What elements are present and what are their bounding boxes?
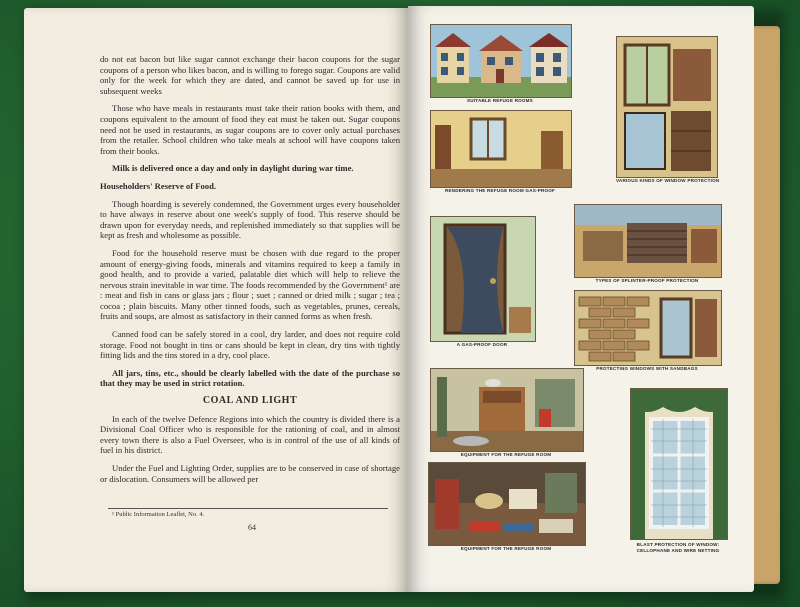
sandbags-image [575, 291, 721, 365]
equipment-2-image [429, 463, 585, 545]
caption-window-protection: VARIOUS KINDS OF WINDOW PROTECTION [616, 178, 720, 183]
houses-image [431, 25, 571, 97]
paragraph-labelling: All jars, tins, etc., should be clearly labelled with the date of the purchase so that they may be used in strict rotation. [100, 367, 400, 389]
illustration-gas-proof-door [430, 216, 536, 342]
caption-sandbags: PROTECTING WINDOWS WITH SANDBAGS [596, 366, 698, 371]
paragraph-coupons: do not eat bacon but like sugar cannot exchange their bacon coupons for the sugar coupons of a person who likes bacon, and is willing to forego sugar. Coupons are valid only for the week for which they are dated, and cannot be saved up for use in subsequent weeks [100, 54, 400, 96]
right-page [408, 6, 754, 592]
gas-proof-room-image [431, 111, 571, 187]
caption-splinter-proof: TYPES OF SPLINTER-PROOF PROTECTION [595, 278, 699, 283]
footnote-rule [108, 508, 388, 509]
left-page [24, 8, 408, 592]
illustration-sandbags [574, 290, 722, 366]
caption-gas-proof-door: A GAS-PROOF DOOR [456, 342, 508, 347]
paragraph-hoarding: Though hoarding is severely condemned, the Government urges every householder to have always in reserve about one week's supply of food. This reserve should be drawn upon for everyday needs, and replenished immediately so that supplies will be kept as fresh and wholesome as possible. [100, 198, 400, 241]
page-number: 64 [248, 523, 256, 532]
equipment-1-image [431, 369, 583, 451]
illustration-equipment-2 [428, 462, 586, 546]
window-protection-image [617, 37, 717, 177]
illustration-splinter-proof [574, 204, 722, 278]
footnote: ¹ Public Information Leaflet, No. 4. [112, 511, 205, 518]
heading-householders-reserve: Householders' Reserve of Food. [100, 180, 217, 191]
gas-proof-door-image [431, 217, 535, 341]
paragraph-restaurants: Those who have meals in restaurants must take their ration books with them, and coupons equivalent to the amount of food they eat must be taken out. Sugar coupons need not be used in restaurants, as sugar coupons are to cover only actual purchases from the retailer. School children who take meals at school will have coupons taken from their books. [100, 103, 400, 156]
illustration-gas-proof-room [430, 110, 572, 188]
illustration-blast-protection [630, 388, 728, 540]
paragraph-coal-officer: In each of the twelve Defence Regions into which the country is divided there is a Divisional Coal Officer who is responsible for the rationing of coal, and in almost every town there is also a Fuel Overseer, who is in control of the use of all kinds of fuel in his district. [100, 413, 400, 456]
paragraph-milk: Milk is delivered once a day and only in daylight during war time. [112, 163, 354, 174]
caption-suitable-rooms: SUITABLE REFUGE ROOMS [467, 98, 533, 103]
left-text-column [100, 54, 400, 491]
caption-equipment-2: EQUIPMENT FOR THE REFUGE ROOM [460, 546, 552, 551]
splinter-proof-image [575, 205, 721, 277]
illustration-houses [430, 24, 572, 98]
caption-gas-proof-room: RENDERING THE REFUGE ROOM GAS-PROOF [444, 188, 556, 193]
paragraph-food-choice: Food for the household reserve must be chosen with due regard to the proper amount of energy-giving foods, minerals and vitamins required to keep a family in good health, and to provide a varied, palatable diet which will help to relieve the nervous strain inevitable in war time. The foods recommended by the Government¹ are : meat and fish in cans or glass jars ; flour ; suet ; canned or dried milk ; sugar ; tea ; cocoa ; plain biscuits. Many other tinned foods, such as vegetables, prunes, cereals, fruits and soups, are almost as satisfactory in their canned forms as when fresh. [100, 247, 400, 322]
blast-protection-image [631, 389, 727, 539]
paragraph-canned-food: Canned food can be safely stored in a cool, dry larder, and does not require cold storage. Food not bought in tins or cans should be kept in clean, dry tins with tightly fitting lids and the tins stored in a dry, cool place. [100, 329, 400, 361]
caption-blast-protection: BLAST PROTECTION OF WINDOW: CELLOPHANE AND WIRE NETTING [636, 542, 720, 553]
illustration-equipment-1 [430, 368, 584, 452]
illustration-window-protection [616, 36, 718, 178]
paragraph-fuel-order: Under the Fuel and Lighting Order, supplies are to be conserved in case of shortage or dislocation. Consumers will be allowed per [100, 463, 400, 484]
heading-coal-and-light: COAL AND LIGHT [202, 395, 298, 407]
caption-equipment-1: EQUIPMENT FOR THE REFUGE ROOM [460, 452, 552, 457]
